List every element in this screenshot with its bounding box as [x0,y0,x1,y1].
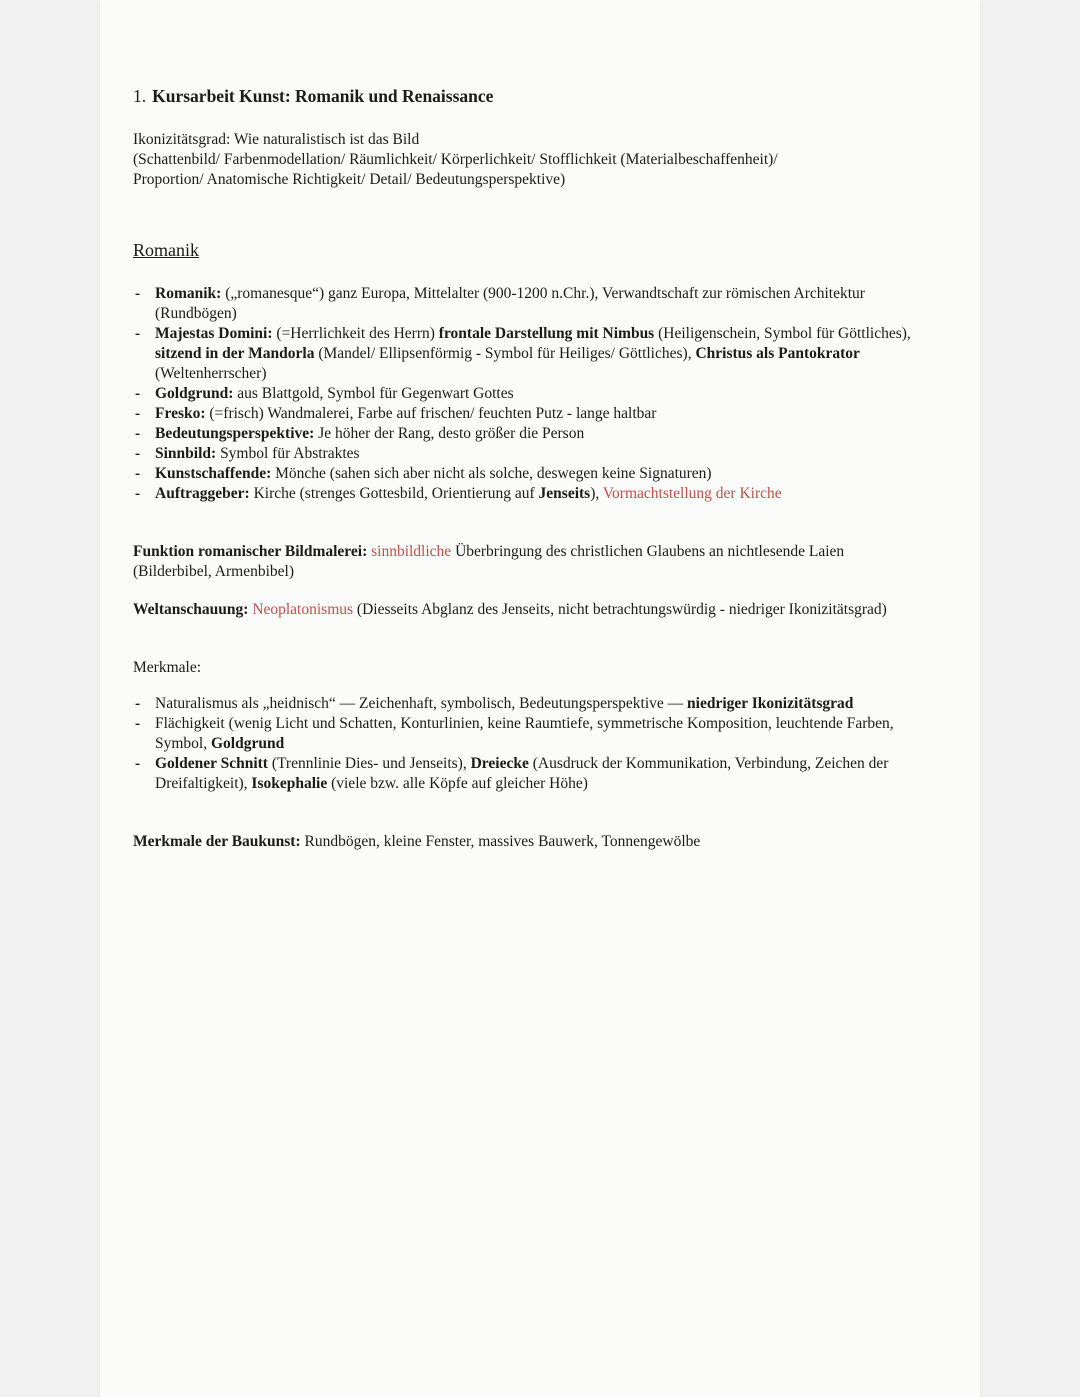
list-item [133,754,923,794]
item-text: Je höher der Rang, desto größer die Person [314,425,585,442]
item-bold: niedriger Ikonizitätsgrad [687,695,854,712]
title-text: Kursarbeit Kunst: Romanik und Renaissance [152,86,494,106]
item-text: Naturalismus als „heidnisch“ — Zeichenhaft, symbolisch, Bedeutungsperspektive — [155,695,688,712]
item-text: Symbol für Abstraktes [216,445,360,462]
item-bold: Isokephalie [251,775,328,792]
highlight-red: Neoplatonismus [252,601,354,618]
item-text: („romanesque“) ganz Europa, Mittelalter (900-1200 n.Chr.), Verwandtschaft zur römischen Architektur (Rundbögen) [155,285,865,322]
item-text: (Weltenherrscher) [155,365,267,382]
para-text: Überbringung des christlichen Glaubens an nichtlesende Laien (Bilderbibel, Armenbibel) [133,543,845,580]
item-bold: Jenseits [538,485,591,502]
document-body [133,86,923,852]
item-text: Kirche (strenges Gottesbild, Orientierung auf [249,485,539,502]
item-bold: sitzend in der Mandorla [155,345,315,362]
item-term: Fresko: [155,405,206,422]
item-term: Goldgrund: [155,385,234,402]
para-text: (Diesseits Abglanz des Jenseits, nicht betrachtungswürdig - niedriger Ikonizitätsgrad) [353,601,887,618]
page-title [133,86,923,106]
item-bold: frontale Darstellung mit Nimbus [438,325,655,342]
list-item [133,284,923,324]
item-text: Mönche (sahen sich aber nicht als solche, deswegen keine Signaturen) [271,465,712,482]
item-text: (Mandel/ Ellipsenförmig - Symbol für Heiliges/ Göttliches), [314,345,696,362]
paragraph-baukunst [133,832,923,852]
list-item [133,484,923,504]
list-item [133,714,923,754]
item-term: Romanik: [155,285,222,302]
intro-line-1: Ikonizitätsgrad: Wie naturalistisch ist das Bild [133,131,420,148]
item-text: aus Blattgold, Symbol für Gegenwart Gottes [233,385,514,402]
paragraph-weltanschauung [133,600,923,620]
list-item [133,424,923,444]
item-text: (Trennlinie Dies- und Jenseits), [267,755,471,772]
paragraph-funktion [133,542,923,582]
list-item [133,324,923,384]
item-term: Sinnbild: [155,445,217,462]
highlight-red: sinnbildliche [371,543,452,560]
list-item [133,464,923,484]
item-bold: Goldener Schnitt [155,755,268,772]
list-merkmale [133,694,923,794]
para-term: Funktion romanischer Bildmalerei: [133,543,368,560]
item-term: Kunstschaffende: [155,465,272,482]
list-romanik-terms [133,284,923,384]
item-text: (Heiligenschein, Symbol für Göttliches), [654,325,911,342]
item-text: (=Herrlichkeit des Herrn) [272,325,439,342]
item-text: (viele bzw. alle Köpfe auf gleicher Höhe) [327,775,588,792]
intro-line-2: (Schattenbild/ Farbenmodellation/ Räumlichkeit/ Körperlichkeit/ Stofflichkeit (Materialbeschaffenheit)/ [133,151,778,168]
intro-block [133,130,923,190]
list-item [133,694,923,714]
list-begriffe [133,384,923,504]
item-term: Bedeutungsperspektive: [155,425,315,442]
highlight-red: Vormachtstellung der Kirche [602,485,782,502]
item-bold: Christus als Pantokrator [695,345,860,362]
item-bold: Dreiecke [470,755,529,772]
section-heading: Romanik [133,240,199,260]
item-term: Auftraggeber: [155,485,250,502]
item-bold: Goldgrund [210,735,285,752]
item-text: Flächigkeit (wenig Licht und Schatten, Konturlinien, keine Raumtiefe, symmetrische Komposition, leuchtende Farben, Symbol, [155,715,894,752]
title-number: 1. [133,86,147,106]
para-term: Weltanschauung: [133,601,249,618]
list-item [133,404,923,424]
list-item [133,444,923,464]
item-text: ), [590,485,603,502]
item-text: (=frisch) Wandmalerei, Farbe auf frischen/ feuchten Putz - lange haltbar [205,405,657,422]
intro-line-3: Proportion/ Anatomische Richtigkeit/ Detail/ Bedeutungsperspektive) [133,171,566,188]
item-term: Majestas Domini: [155,325,273,342]
merkmale-label: Merkmale: [133,659,202,676]
para-term: Merkmale der Baukunst: [133,833,301,850]
item-text: (Ausdruck der Kommunikation, Verbindung, Zeichen der Dreifaltigkeit), [155,755,889,792]
para-text: Rundbögen, kleine Fenster, massives Bauwerk, Tonnengewölbe [300,833,701,850]
list-item [133,384,923,404]
